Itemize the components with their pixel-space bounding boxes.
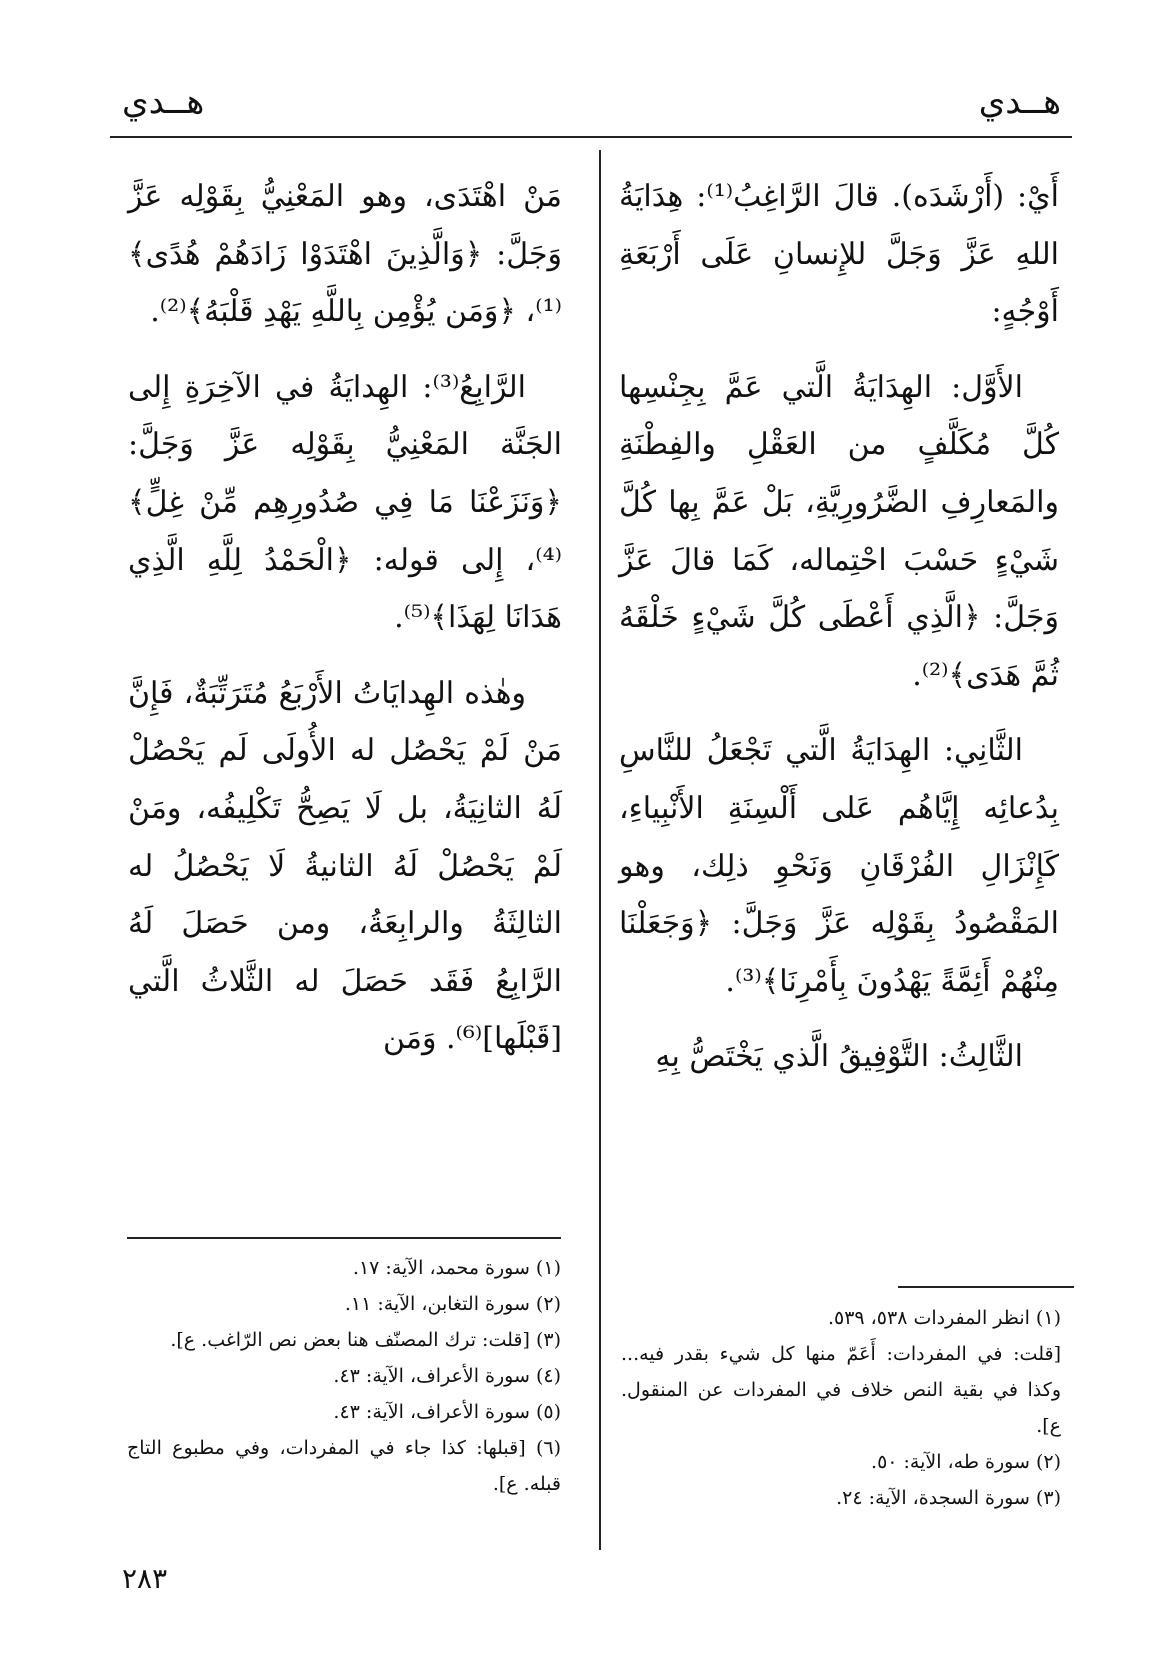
footnote: (١) سورة محمد، الآية: ١٧.: [352, 1257, 561, 1279]
footnote: (٥) سورة الأعراف، الآية: ٤٣.: [333, 1401, 561, 1423]
footnote: (٢) سورة طه، الآية: ٥٠.: [871, 1451, 1061, 1473]
footnotes-left: [127, 1250, 561, 1502]
footnote: (٢) سورة التغابن، الآية: ١١.: [344, 1293, 561, 1315]
footnote: (٤) سورة الأعراف، الآية: ٤٣.: [333, 1365, 561, 1387]
running-headword-right: هــدي: [978, 82, 1061, 122]
footnote: (٦) [قبلها: كذا جاء في المفردات، وفي مطبوع التاج قبله. ع].: [127, 1437, 561, 1495]
right-column-paragraph: الثَّالِثُ: التَّوْفِيقُ الَّذي يَخْتَصُّ بِهِ: [655, 1039, 1023, 1075]
right-column-paragraph: أَيْ: (أَرْشَدَه). قالَ الرَّاغِبُ⁽¹⁾: هِدَايَةُ اللهِ عَزَّ وَجَلَّ للإِنسانِ عَلَى أَرْبَعَةِ أَوْجُهٍ:: [619, 179, 1059, 330]
footnote: (٣) [قلت: ترك المصنّف هنا بعض نص الرّاغب. ع].: [170, 1329, 561, 1351]
right-column: [619, 168, 1059, 1104]
right-column-paragraph: الأَوَّل: الهِدَايَةُ الَّتي عَمَّ بِجِنْسِها كُلَّ مُكَلَّفٍ من العَقْلِ والفِطْنَةِ والمَعارِفِ الضَّرُورِيَّةِ، بَلْ عَمَّ بِها كُلَّ شَيْءٍ حَسْبَ احْتِماله، كَمَا قالَ عَزَّ وَجَلَّ: ﴿الَّذِي أَعْطَى كُلَّ شَيْءٍ خَلْقَهُ ثُمَّ هَدَى﴾⁽²⁾.: [619, 369, 1059, 693]
footnote-rule-left: [127, 1237, 561, 1239]
footnote-rule-right: [898, 1286, 1074, 1288]
column-divider: [599, 150, 601, 1550]
left-column-paragraph: الرَّابِعُ⁽³⁾: الهِدايَةُ في الآخِرَةِ إِلى الجَنَّة المَعْنِيُّ بِقَوْلِه عَزَّ وَجَلَّ: ﴿وَنَزَعْنَا مَا فِي صُدُورِهِم مِّنْ غِلٍّ﴾⁽⁴⁾، إِلى قوله: ﴿الْحَمْدُ لِلَّهِ الَّذِي هَدَانَا لِهَذَا﴾⁽⁵⁾.: [128, 369, 562, 636]
footnote: [قلت: في المفردات: أَعَمّ منها كل شيء بقدر فيه... وكذا في بقية النص خلاف في المفردات عن المنقول. ع].: [621, 1343, 1061, 1437]
page-number: ٢٨٣: [122, 1562, 168, 1595]
running-headword-left: هــدي: [122, 82, 205, 122]
footnote: (١) انظر المفردات ٥٣٨، ٥٣٩.: [827, 1307, 1061, 1329]
left-column-paragraph: مَنْ اهْتَدَى، وهو المَعْنِيُّ بِقَوْلِه عَزَّ وَجَلَّ: ﴿وَالَّذِينَ اهْتَدَوْا زَادَهُمْ هُدًى﴾⁽¹⁾، ﴿وَمَن يُؤْمِن بِاللَّهِ يَهْدِ قَلْبَهُ﴾⁽²⁾.: [128, 179, 562, 330]
header-rule: [110, 136, 1072, 138]
left-column-paragraph: وهٰذه الهِدايَاتُ الأَرْبَعُ مُتَرَتِّبَةٌ، فَإِنَّ مَنْ لَمْ يَحْصُل له الأُولَى لَم يَحْصُلْ لَهُ الثانِيَةُ، بل لَا يَصِحُّ تَكْلِيفُه، ومَنْ لَمْ يَحْصُلْ لَهُ الثانيةُ لَا يَحْصُلُ له الثالِثَةُ والرابِعَةُ، ومن حَصَلَ لَهُ الرَّابِعُ فَقَد حَصَلَ له الثَّلاثُ الَّتي [قَبْلَها]⁽⁶⁾. وَمَن: [128, 675, 562, 1057]
footnotes-right: [621, 1300, 1061, 1516]
footnote: (٣) سورة السجدة، الآية: ٢٤.: [836, 1487, 1061, 1509]
right-column-paragraph: الثَّانِي: الهِدَايَةُ الَّتي تَجْعَلُ للنَّاسِ بِدُعائِه إِيَّاهُم عَلى أَلْسِنَةِ الأَنْبِياءِ، كَإِنْزَالِ الفُرْقَانِ وَنَحْوِ ذلِك، وهو المَقْصُودُ بِقَوْلِه عَزَّ وَجَلَّ: ﴿وَجَعَلْنَا مِنْهُمْ أَئِمَّةً يَهْدُونَ بِأَمْرِنَا﴾⁽³⁾.: [619, 733, 1059, 999]
left-column: [128, 168, 562, 1086]
